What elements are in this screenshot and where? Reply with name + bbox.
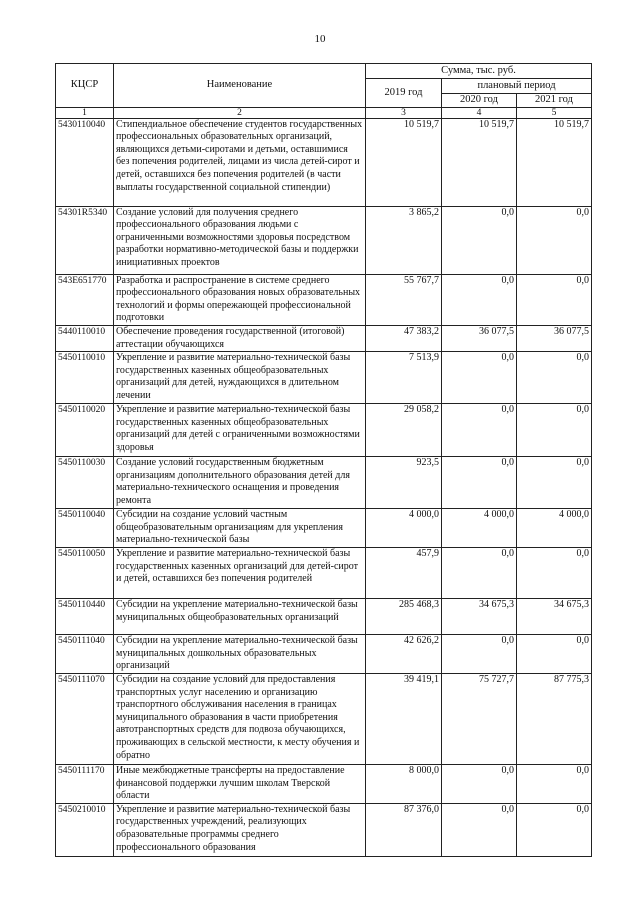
row-code: 54301R5340 — [56, 206, 114, 274]
row-value-2021: 0,0 — [517, 404, 592, 457]
row-value-2021: 10 519,7 — [517, 118, 592, 206]
row-value-2021: 0,0 — [517, 803, 592, 856]
row-value-2019: 42 626,2 — [366, 634, 442, 673]
row-name: Субсидии на укрепление материально-технической базы муниципальных общеобразовательных организаций — [114, 598, 366, 634]
row-name: Субсидии на укрепление материально-технической базы муниципальных дошкольных образовательных организаций — [114, 634, 366, 673]
table-row — [56, 764, 592, 803]
row-value-2020: 0,0 — [442, 634, 517, 673]
row-value-2021: 36 077,5 — [517, 325, 592, 351]
table-row — [56, 598, 592, 634]
header-name: Наименование — [114, 64, 366, 108]
table-row — [56, 118, 592, 206]
row-value-2020: 0,0 — [442, 547, 517, 598]
column-number: 3 — [366, 107, 442, 118]
row-value-2019: 55 767,7 — [366, 274, 442, 325]
budget-table — [55, 63, 592, 857]
row-code: 5450110010 — [56, 352, 114, 404]
row-value-2020: 0,0 — [442, 352, 517, 404]
row-value-2020: 0,0 — [442, 206, 517, 274]
header-kcsr: КЦСР — [56, 64, 114, 108]
row-value-2019: 47 383,2 — [366, 325, 442, 351]
table-row — [56, 634, 592, 673]
row-value-2020: 10 519,7 — [442, 118, 517, 206]
row-code: 5430110040 — [56, 118, 114, 206]
row-value-2019: 285 468,3 — [366, 598, 442, 634]
column-number: 5 — [517, 107, 592, 118]
table-header — [56, 64, 592, 119]
row-value-2020: 0,0 — [442, 457, 517, 509]
row-code: 5450210010 — [56, 803, 114, 856]
row-value-2021: 87 775,3 — [517, 673, 592, 764]
row-value-2019: 8 000,0 — [366, 764, 442, 803]
row-value-2019: 4 000,0 — [366, 509, 442, 548]
row-value-2019: 29 058,2 — [366, 404, 442, 457]
table-row — [56, 352, 592, 404]
row-name: Укрепление и развитие материально-технической базы государственных казенных общеобразовательных организаций для детей, нуждающихся в длительном лечении — [114, 352, 366, 404]
row-name: Обеспечение проведения государственной (итоговой) аттестации обучающихся — [114, 325, 366, 351]
row-code: 5450110020 — [56, 404, 114, 457]
row-value-2019: 87 376,0 — [366, 803, 442, 856]
row-value-2020: 75 727,7 — [442, 673, 517, 764]
table-row — [56, 547, 592, 598]
table-body — [56, 118, 592, 856]
row-value-2020: 36 077,5 — [442, 325, 517, 351]
row-value-2019: 7 513,9 — [366, 352, 442, 404]
row-name: Укрепление и развитие материально-технической базы государственных учреждений, реализующих образовательные программы среднего профессионального образования — [114, 803, 366, 856]
header-2021: 2021 год — [517, 94, 592, 108]
row-code: 5450110440 — [56, 598, 114, 634]
row-value-2021: 0,0 — [517, 206, 592, 274]
table-row — [56, 325, 592, 351]
row-value-2019: 39 419,1 — [366, 673, 442, 764]
column-number: 1 — [56, 107, 114, 118]
table-row — [56, 404, 592, 457]
row-value-2019: 10 519,7 — [366, 118, 442, 206]
row-value-2021: 34 675,3 — [517, 598, 592, 634]
row-code: 5440110010 — [56, 325, 114, 351]
table-row — [56, 509, 592, 548]
row-value-2021: 0,0 — [517, 457, 592, 509]
table-row — [56, 457, 592, 509]
row-value-2021: 0,0 — [517, 274, 592, 325]
row-name: Стипендиальное обеспечение студентов государственных профессиональных образовательных организаций, являющихся детьми-сиротами и детьми, оставшимися без попечения родителей, лицами из числа детей-сирот и детей, оставшихся без попечения родителей (в части выплаты государственной социальной стипендии) — [114, 118, 366, 206]
row-name: Иные межбюджетные трансферты на предоставление финансовой поддержки лучшим школам Тверской области — [114, 764, 366, 803]
row-name: Разработка и распространение в системе среднего профессионального образования новых образовательных технологий и формы опережающей профессиональной подготовки — [114, 274, 366, 325]
row-code: 5450111040 — [56, 634, 114, 673]
row-value-2021: 0,0 — [517, 634, 592, 673]
table-row — [56, 206, 592, 274]
table-row — [56, 274, 592, 325]
row-value-2020: 0,0 — [442, 764, 517, 803]
header-2020: 2020 год — [442, 94, 517, 108]
row-name: Субсидии на создание условий частным общеобразовательным организациям для укрепления материально-технической базы — [114, 509, 366, 548]
row-name: Укрепление и развитие материально-технической базы государственных казенных организаций для детей-сирот и детей, оставшихся без попечения родителей — [114, 547, 366, 598]
row-value-2020: 0,0 — [442, 404, 517, 457]
row-name: Создание условий для получения среднего профессионального образования людьми с ограниченными возможностями здоровья посредством разработки нормативно-методической базы и поддержки инициативных проектов — [114, 206, 366, 274]
row-name: Создание условий государственным бюджетным организациям дополнительного образования детей для материально-технического оснащения и проведения ремонта — [114, 457, 366, 509]
header-sum: Сумма, тыс. руб. — [366, 64, 592, 79]
row-value-2020: 4 000,0 — [442, 509, 517, 548]
table-row — [56, 803, 592, 856]
row-name: Укрепление и развитие материально-технической базы государственных казенных общеобразовательных организаций для детей с ограниченными возможностями здоровья — [114, 404, 366, 457]
row-value-2021: 0,0 — [517, 547, 592, 598]
row-code: 5450110040 — [56, 509, 114, 548]
row-name: Субсидии на создание условий для предоставления транспортных услуг населению и организацию транспортного обслуживания населения в границах муниципального образования в части приобретения автотранспортных средств для подвоза обучающихся, проживающих в сельской местности, к месту обучения и обратно — [114, 673, 366, 764]
row-value-2020: 0,0 — [442, 274, 517, 325]
row-value-2021: 0,0 — [517, 764, 592, 803]
row-value-2020: 0,0 — [442, 803, 517, 856]
header-2019: 2019 год — [366, 79, 442, 108]
table-row — [56, 673, 592, 764]
row-value-2019: 3 865,2 — [366, 206, 442, 274]
row-value-2021: 4 000,0 — [517, 509, 592, 548]
row-code: 5450110030 — [56, 457, 114, 509]
page-number: 10 — [314, 33, 326, 45]
row-code: 5450111070 — [56, 673, 114, 764]
row-code: 5450110050 — [56, 547, 114, 598]
row-code: 5450111170 — [56, 764, 114, 803]
row-value-2019: 923,5 — [366, 457, 442, 509]
header-planned-period: плановый период — [442, 79, 592, 94]
row-value-2019: 457,9 — [366, 547, 442, 598]
row-code: 543E651770 — [56, 274, 114, 325]
row-value-2020: 34 675,3 — [442, 598, 517, 634]
column-number: 4 — [442, 107, 517, 118]
row-value-2021: 0,0 — [517, 352, 592, 404]
column-number: 2 — [114, 107, 366, 118]
